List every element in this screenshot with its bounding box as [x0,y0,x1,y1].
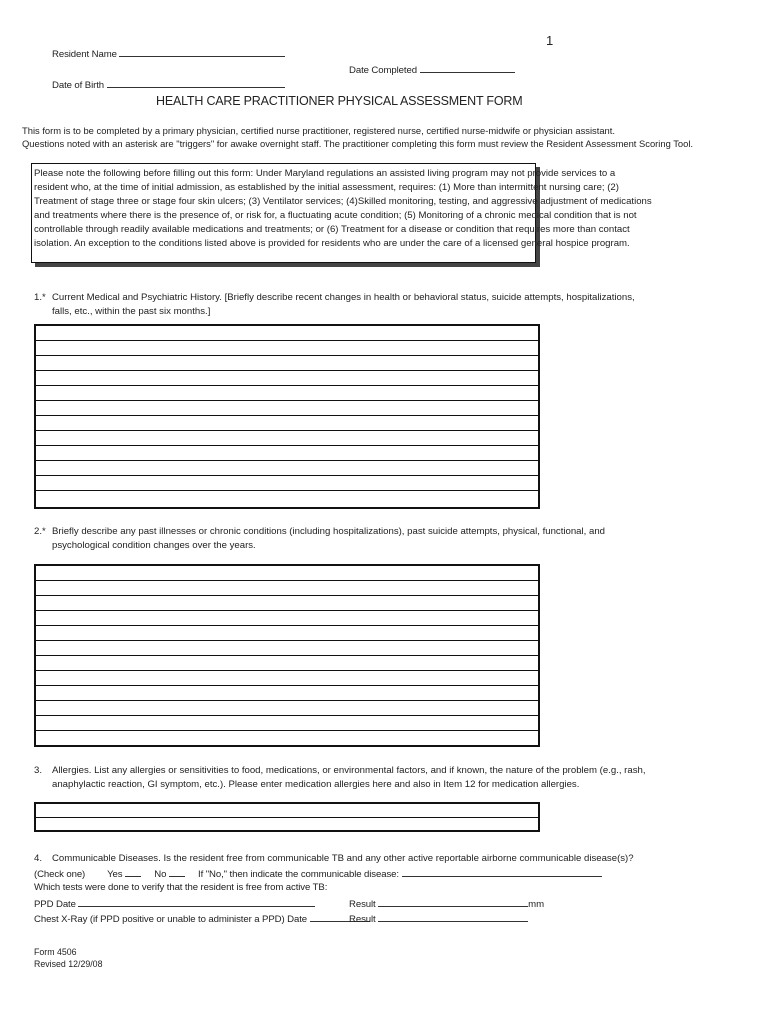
answer-line[interactable] [36,581,538,596]
mm-label: mm [528,899,544,910]
answer-line[interactable] [36,731,538,745]
answer-line[interactable] [36,401,538,416]
question-1-number: 1.* [34,292,46,303]
answer-line[interactable] [36,626,538,641]
answer-line[interactable] [36,386,538,401]
tb-check-row [34,867,602,880]
answer-line[interactable] [36,341,538,356]
date-of-birth-field[interactable] [52,78,285,91]
notice-line: controllable through readily available medications and treatments; or (6) Treatment for a disease or condition that requires more than contact [34,224,630,235]
yes-label: Yes [107,869,123,880]
answer-line[interactable] [36,686,538,701]
question-1-line-2: falls, etc., within the past six months.] [52,306,211,317]
revision-date: Revised 12/29/08 [34,959,103,969]
question-1-line-1: Current Medical and Psychiatric History. [Briefly describe recent changes in health or behavioral status, suicide attempts, hospitalizations, [52,292,635,303]
communicable-disease-field[interactable] [402,867,602,877]
answer-line[interactable] [36,596,538,611]
answer-line[interactable] [36,416,538,431]
question-3-answer-grid[interactable] [34,802,540,832]
question-2-line-1: Briefly describe any past illnesses or chronic conditions (including hospitalizations), past suicide attempts, physical, functional, and [52,526,605,537]
intro-line-2: Questions noted with an asterisk are "triggers" for awake overnight staff. The practitioner completing this form must review the Resident Assessment Scoring Tool. [22,137,694,149]
answer-line[interactable] [36,566,538,581]
chest-xray-label: Chest X-Ray (if PPD positive or unable to administer a PPD) Date [34,914,307,925]
intro-line-1: This form is to be completed by a primary physician, certified nurse practitioner, registered nurse, certified nurse-midwife or physician assistant. [22,125,615,136]
answer-line[interactable] [36,431,538,446]
check-one-label: (Check one) [34,869,86,880]
answer-line[interactable] [36,371,538,386]
resident-name-label: Resident Name [52,49,117,60]
form-number: Form 4506 [34,947,77,957]
notice-line: Please note the following before filling out this form: Under Maryland regulations an assisted living program may not provide services to a [34,168,616,179]
answer-line[interactable] [36,656,538,671]
question-3-line-2: anaphylactic reaction, GI symptom, etc.). Please enter medication allergies here and also in Item 12 for medication allergies. [52,779,580,790]
form-title: HEALTH CARE PRACTITIONER PHYSICAL ASSESSMENT FORM [156,94,523,108]
question-2-line-2: psychological condition changes over the years. [52,540,256,551]
date-of-birth-line[interactable] [107,78,285,88]
ppd-result-field[interactable] [349,897,544,910]
no-label: No [154,869,167,880]
notice-box [31,163,652,263]
no-checkbox[interactable] [169,867,185,877]
answer-line[interactable] [36,326,538,341]
question-3 [34,764,646,792]
chest-xray-result-field[interactable] [349,912,528,925]
date-completed-label: Date Completed [349,65,417,76]
page-number: 1 [546,33,554,48]
answer-line[interactable] [36,641,538,656]
question-3-number: 3. [34,765,43,776]
answer-line[interactable] [36,491,538,505]
footer [34,946,102,970]
resident-name-field[interactable] [52,47,285,60]
answer-line[interactable] [36,461,538,476]
if-no-label: If "No," then indicate the communicable disease: [198,869,399,880]
answer-line[interactable] [36,356,538,371]
question-2 [34,525,605,553]
chest-xray-result-label: Result [349,914,376,925]
question-4-number: 4. [34,853,43,864]
answer-line[interactable] [36,701,538,716]
ppd-result-line[interactable] [378,897,528,907]
answer-line[interactable] [36,818,538,831]
answer-line[interactable] [36,716,538,731]
ppd-date-label: PPD Date [34,899,76,910]
ppd-date-line[interactable] [78,897,315,907]
question-3-line-1: Allergies. List any allergies or sensitivities to food, medications, or environmental factors, and if known, the nature of the problem (e.g., rash, [52,765,646,776]
intro-text [22,125,694,150]
chest-xray-field[interactable] [34,912,370,925]
date-completed-line[interactable] [420,63,515,73]
notice-line: isolation. An exception to the conditions listed above is provided for residents who are under the care of a licensed general hospice program. [34,238,630,249]
question-4-line-1: Communicable Diseases. Is the resident free from communicable TB and any other active reportable airborne communicable disease(s)? [52,853,634,864]
ppd-date-field[interactable] [34,897,315,910]
resident-name-line[interactable] [119,47,285,57]
notice-line: and treatments where there is the presence of, or risk for, a fluctuating acute condition; (5) Monitoring of a chronic medical condition that is not [34,210,637,221]
ppd-result-label: Result [349,899,376,910]
notice-line: Treatment of stage three or stage four skin ulcers; (3) Ventilator services; (4)Skilled monitoring, testing, and aggressive adjustment of medications [34,196,652,207]
question-2-answer-grid[interactable] [34,564,540,747]
which-tests-label: Which tests were done to verify that the resident is free from active TB: [34,882,328,893]
question-4 [34,852,634,866]
yes-checkbox[interactable] [125,867,141,877]
question-1 [34,291,635,319]
notice-line: resident who, at the time of initial admission, as established by the initial assessment, requires: (1) More than intermittent nursing care; (2) [34,182,619,193]
answer-line[interactable] [36,476,538,491]
question-2-number: 2.* [34,526,46,537]
date-of-birth-label: Date of Birth [52,80,105,91]
answer-line[interactable] [36,446,538,461]
answer-line[interactable] [36,804,538,818]
answer-line[interactable] [36,611,538,626]
answer-line[interactable] [36,671,538,686]
date-completed-field[interactable] [349,63,515,76]
question-1-answer-grid[interactable] [34,324,540,509]
chest-xray-result-line[interactable] [378,912,528,922]
